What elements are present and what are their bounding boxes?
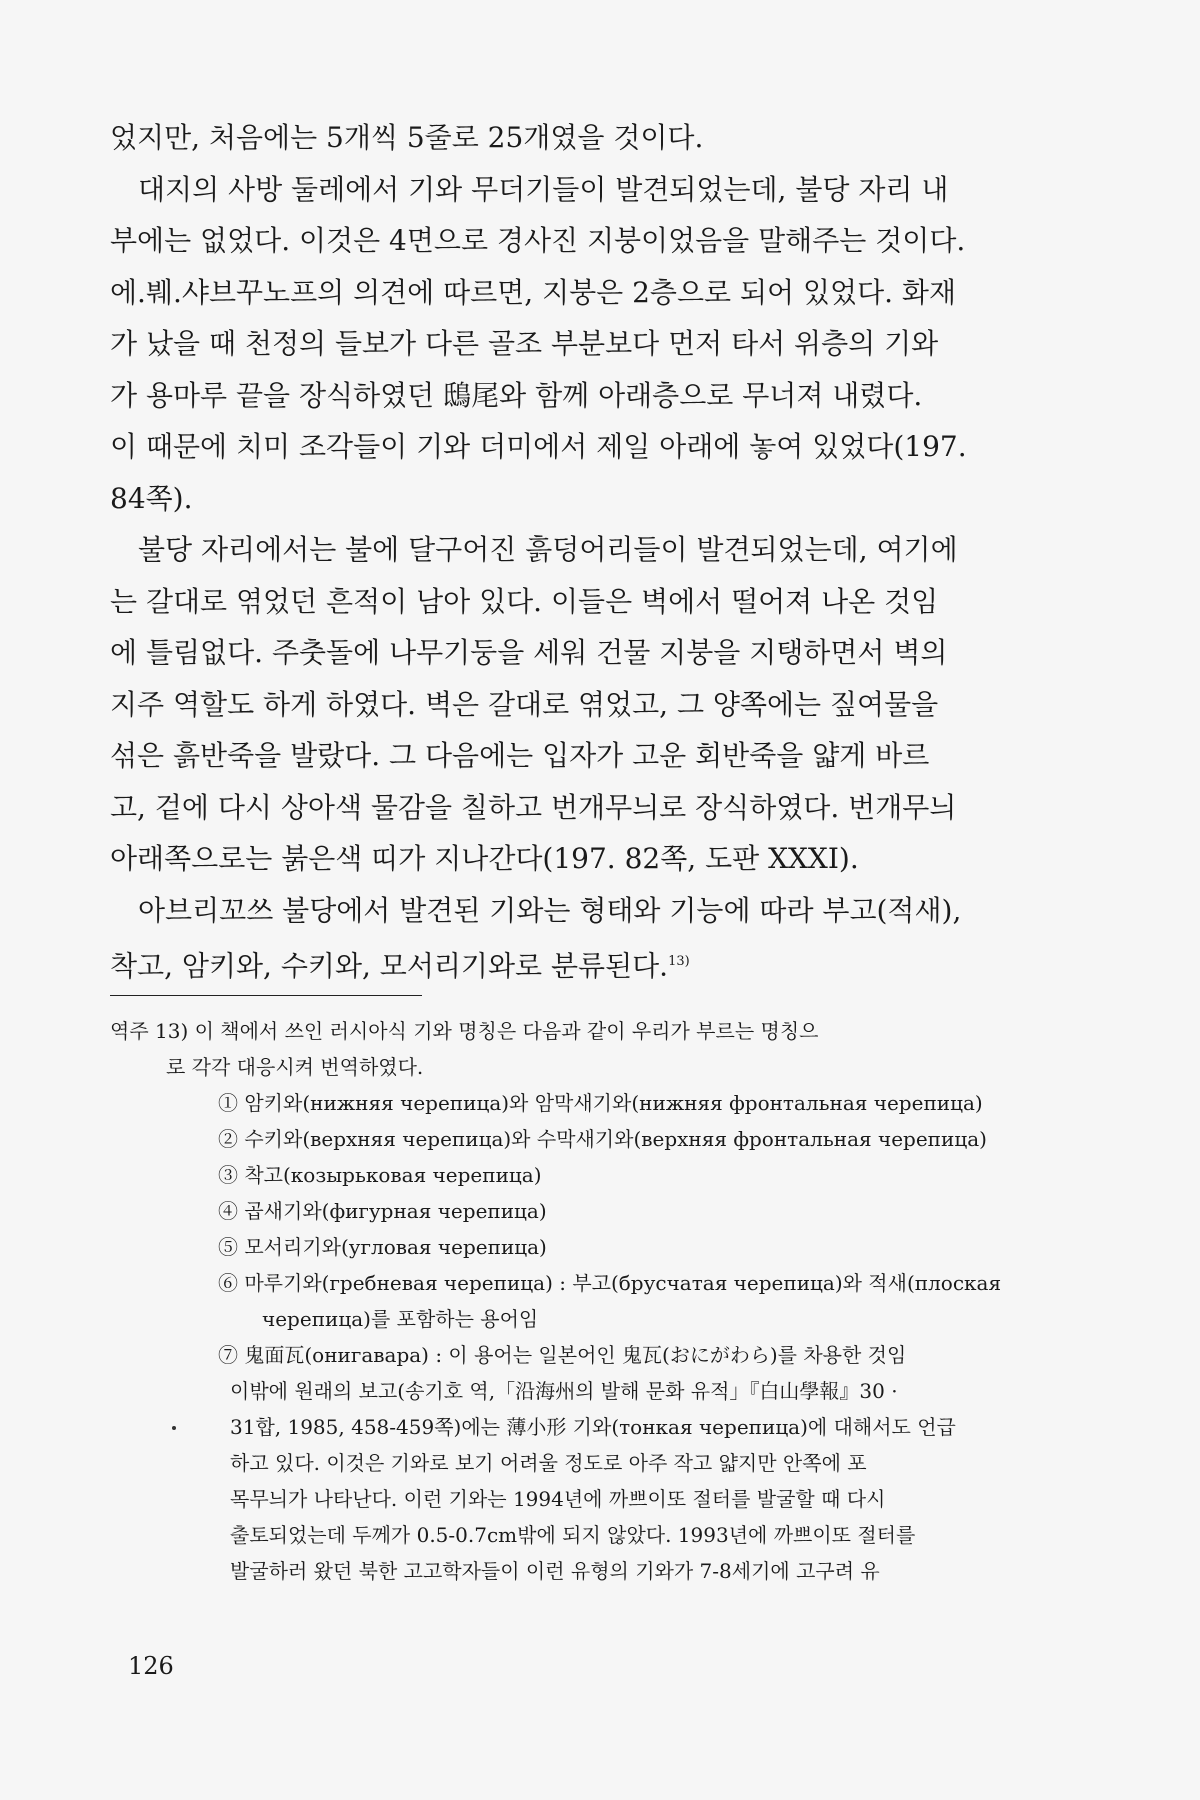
footnote-divider <box>110 995 422 996</box>
note-line: 출토되었는데 두께가 0.5-0.7cm밖에 되지 않았다. 1993년에 까쁘이또 절터를 <box>230 1523 916 1547</box>
page-number: 126 <box>128 1652 174 1680</box>
body-line: 가 용마루 끝을 장식하였던 鴟尾와 함께 아래층으로 무너져 내렸다. <box>110 378 923 412</box>
body-line: 는 갈대로 엮었던 흔적이 남아 있다. 이들은 벽에서 떨어져 나온 것임 <box>110 584 939 618</box>
note-line: 발굴하러 왔던 북한 고고학자들이 이런 유형의 기와가 7-8세기에 고구려 유 <box>230 1559 880 1583</box>
note-line: 목무늬가 나타난다. 이런 기와는 1994년에 까쁘이또 절터를 발굴할 때 다시 <box>230 1487 886 1511</box>
note-line: 하고 있다. 이것은 기와로 보기 어려울 정도로 아주 작고 얇지만 안쪽에 포 <box>230 1451 867 1475</box>
note-list-item: ④ 곱새기와(фигурная черепица) <box>218 1199 547 1223</box>
body-line: 고, 겉에 다시 상아색 물감을 칠하고 번개무늬로 장식하였다. 번개무늬 <box>110 790 957 824</box>
note-list-item: ③ 착고(козырьковая черепица) <box>218 1163 542 1187</box>
note-list-item: ⑤ 모서리기와(угловая черепица) <box>218 1235 547 1259</box>
body-line: 불당 자리에서는 불에 달구어진 흙덩어리들이 발견되었는데, 여기에 <box>138 533 958 566</box>
footnote-reference[interactable]: 13) <box>668 954 690 969</box>
note-line: 역주 13) 이 책에서 쓰인 러시아식 기와 명칭은 다음과 같이 우리가 부르는 명칭으 <box>110 1019 819 1043</box>
body-line-last <box>110 936 1055 988</box>
body-line: 대지의 사방 둘레에서 기와 무더기들이 발견되었는데, 불당 자리 내 <box>138 172 949 206</box>
body-line: 아브리꼬쓰 불당에서 발견된 기와는 형태와 기능에 따라 부고(적새), <box>138 893 962 927</box>
body-line: 이 때문에 치미 조각들이 기와 더미에서 제일 아래에 놓여 있었다(197. <box>110 430 967 463</box>
body-line-text: 착고, 암키와, 수키와, 모서리기와로 분류된다. <box>110 949 669 983</box>
body-line: 었지만, 처음에는 5개씩 5줄로 25개였을 것이다. <box>110 121 704 154</box>
body-line: 지주 역할도 하게 하였다. 벽은 갈대로 엮었고, 그 양쪽에는 짚여물을 <box>110 687 939 721</box>
body-line: 섞은 흙반죽을 발랐다. 그 다음에는 입자가 고운 회반죽을 얇게 바르 <box>110 739 930 772</box>
note-list-item: ⑦ 鬼面瓦(онигавара) : 이 용어는 일본어인 鬼瓦(おにがわら)를 차용한 것임 <box>218 1343 907 1367</box>
note-list-item: ⑥ 마루기와(гребневая черепица) : 부고(брусчатая черепица)와 적새(плоская <box>218 1271 1002 1295</box>
note-list-item: ① 암키와(нижняя черепица)와 암막새기와(нижняя фронтальная черепица) <box>218 1091 983 1115</box>
body-line: 부에는 없었다. 이것은 4면으로 경사진 지붕이었음을 말해주는 것이다. <box>110 224 966 257</box>
note-line: черепица)를 포함하는 용어임 <box>262 1307 539 1331</box>
body-line: 아래쪽으로는 붉은색 띠가 지나간다(197. 82쪽, 도판 XXXI). <box>110 842 859 875</box>
note-line: 이밖에 원래의 보고(송기호 역,「沿海州의 발해 문화 유적」『白山學報』30 · <box>230 1379 898 1403</box>
note-list-item: ② 수키와(верхняя черепица)와 수막새기와(верхняя фронтальная черепица) <box>218 1127 987 1151</box>
body-line: 에.붸.샤브꾸노프의 의견에 따르면, 지붕은 2층으로 되어 있었다. 화재 <box>110 275 957 309</box>
body-text <box>110 112 1055 988</box>
note-line: 31합, 1985, 458-459쪽)에는 薄小形 기와(тонкая черепица)에 대해서도 언급 <box>230 1415 956 1439</box>
note-line: 로 각각 대응시켜 번역하였다. <box>166 1055 424 1079</box>
body-line: 84쪽). <box>110 481 193 515</box>
body-line: 가 났을 때 천정의 들보가 다른 골조 부분보다 먼저 타서 위층의 기와 <box>110 327 939 360</box>
footnotes <box>110 1013 1060 1589</box>
margin-dot <box>172 1426 176 1430</box>
body-line: 에 틀림없다. 주춧돌에 나무기둥을 세워 건물 지붕을 지탱하면서 벽의 <box>110 636 948 669</box>
